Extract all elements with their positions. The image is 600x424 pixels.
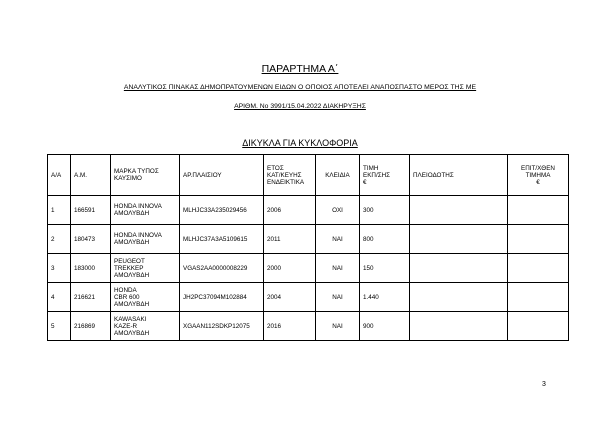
cell-brand: HONDA INNOVA ΑΜΟΛΥΒΔΗ (111, 196, 180, 225)
cell-keys: ΝΑΙ (316, 312, 360, 341)
cell-am: 216869 (71, 312, 111, 341)
page-number: 3 (542, 381, 546, 388)
cell-keys: ΟΧΙ (316, 196, 360, 225)
header-aa: Α/Α (48, 155, 71, 196)
motorcycles-table (47, 154, 569, 341)
header-final-price: ΕΠΙΤ/ΧΘΕΝ ΤΙΜΗΜΑ € (508, 155, 569, 196)
cell-chassis: MLHJC37A3A5109615 (180, 225, 264, 254)
cell-aa: 4 (48, 283, 71, 312)
cell-bidder (410, 312, 508, 341)
cell-final-price (508, 225, 569, 254)
cell-final-price (508, 196, 569, 225)
header-am: Α.Μ. (71, 155, 111, 196)
cell-aa: 3 (48, 254, 71, 283)
cell-year: 2006 (264, 196, 316, 225)
cell-am: 166591 (71, 196, 111, 225)
table-row (48, 196, 569, 225)
header-keys: ΚΛΕΙΔΙΑ (316, 155, 360, 196)
header-year: ΕΤΟΣ ΚΑΤ/ΚΕΥΗΣ ΕΝΔΕΙΚΤΙΚΑ (264, 155, 316, 196)
cell-brand: HONDA CBR 600 ΑΜΟΛΥΒΔΗ (111, 283, 180, 312)
table-header-row (48, 155, 569, 196)
table-row (48, 225, 569, 254)
cell-am: 183000 (71, 254, 111, 283)
cell-aa: 5 (48, 312, 71, 341)
document-subtitle-line2: ΑΡΙΘΜ. Νο 3991/15.04.2022 ΔΙΑΚΗΡΥΞΗΣ (234, 103, 366, 110)
cell-brand: HONDA INNOVA ΑΜΟΛΥΒΔΗ (111, 225, 180, 254)
cell-am: 216621 (71, 283, 111, 312)
table-row (48, 312, 569, 341)
cell-price: 900 (360, 312, 410, 341)
cell-final-price (508, 312, 569, 341)
cell-price: 1.440 (360, 283, 410, 312)
header-chassis: ΑΡ.ΠΛΑΙΣΙΟΥ (180, 155, 264, 196)
cell-aa: 2 (48, 225, 71, 254)
cell-price: 800 (360, 225, 410, 254)
cell-chassis: XGAAN112SDKP12075 (180, 312, 264, 341)
cell-keys: ΝΑΙ (316, 254, 360, 283)
cell-bidder (410, 283, 508, 312)
cell-keys: ΝΑΙ (316, 225, 360, 254)
cell-final-price (508, 283, 569, 312)
cell-final-price (508, 254, 569, 283)
document-subtitle-line1: ΑΝΑΛΥΤΙΚΟΣ ΠΙΝΑΚΑΣ ΔΗΜΟΠΡΑΤΟΥΜΕΝΩΝ ΕΙΔΩΝ Ο ΟΠΟΙΟΣ ΑΠΟΤΕΛΕΙ ΑΝΑΠΟΣΠΑΣΤΟ ΜΕΡΟΣ ΤΗΣ ΜΕ (123, 84, 477, 91)
cell-am: 180473 (71, 225, 111, 254)
cell-bidder (410, 196, 508, 225)
cell-year: 2016 (264, 312, 316, 341)
cell-price: 300 (360, 196, 410, 225)
header-brand: ΜΑΡΚΑ ΤΥΠΟΣ ΚΑΥΣΙΜΟ (111, 155, 180, 196)
cell-bidder (410, 254, 508, 283)
cell-chassis: MLHJC33A235029456 (180, 196, 264, 225)
header-price: ΤΙΜΗ ΕΚΠ/ΣΗΣ € (360, 155, 410, 196)
cell-year: 2004 (264, 283, 316, 312)
header-bidder: ΠΛΕΙΟΔΟΤΗΣ (410, 155, 508, 196)
cell-year: 2000 (264, 254, 316, 283)
cell-brand: KAWASAKI KAZE-R ΑΜΟΛΥΒΔΗ (111, 312, 180, 341)
cell-chassis: JH2PC37094M102884 (180, 283, 264, 312)
cell-bidder (410, 225, 508, 254)
cell-brand: PEUGEOT TREKKEP ΑΜΟΛΥΒΔΗ (111, 254, 180, 283)
cell-year: 2011 (264, 225, 316, 254)
table-row (48, 254, 569, 283)
cell-chassis: VGAS2AA0000008229 (180, 254, 264, 283)
section-title: ΔΙΚΥΚΛΑ ΓΙΑ ΚΥΚΛΟΦΟΡΙΑ (242, 138, 358, 148)
cell-keys: ΝΑΙ (316, 283, 360, 312)
cell-aa: 1 (48, 196, 71, 225)
document-title: ΠΑΡΑΡΤΗΜΑ Α΄ (261, 63, 339, 75)
cell-price: 150 (360, 254, 410, 283)
table-row (48, 283, 569, 312)
